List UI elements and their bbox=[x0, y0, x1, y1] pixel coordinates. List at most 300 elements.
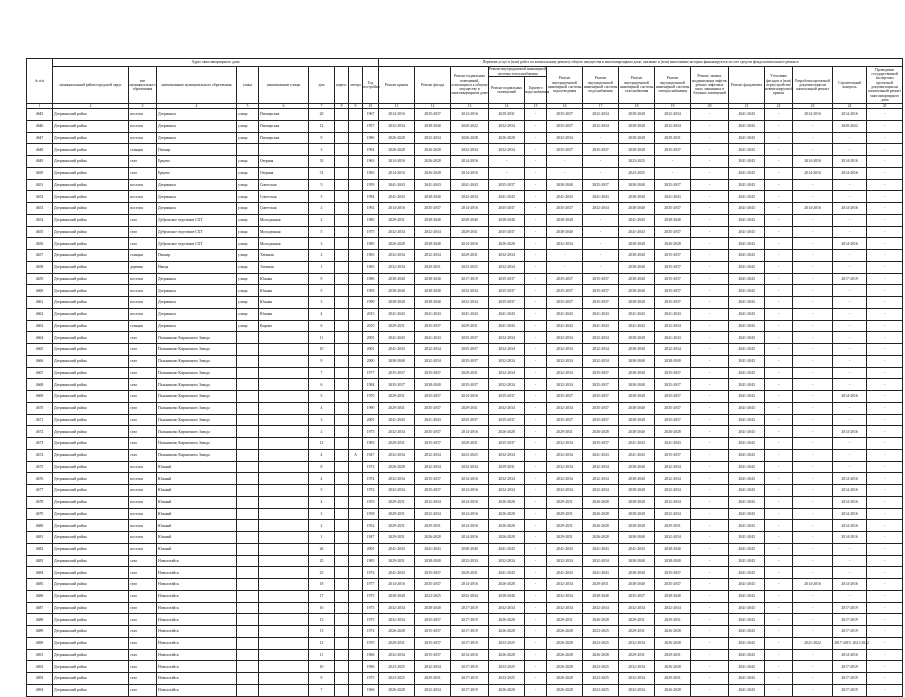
table-cell: - bbox=[793, 226, 833, 238]
table-cell: 2026-2028 bbox=[547, 684, 583, 696]
table-cell: Южный bbox=[157, 520, 237, 532]
table-cell: 2041-2043 bbox=[729, 461, 765, 473]
table-cell: - bbox=[867, 661, 903, 673]
table-cell: 2032-2034 bbox=[489, 355, 525, 367]
table-cell: - bbox=[765, 485, 793, 497]
table-cell bbox=[237, 344, 259, 356]
table-cell: - bbox=[867, 144, 903, 156]
table-cell: - bbox=[691, 555, 729, 567]
table-cell: - bbox=[691, 156, 729, 168]
table-row bbox=[27, 684, 903, 696]
table-cell: 2032-2034 bbox=[451, 590, 489, 602]
table-cell: - bbox=[867, 308, 903, 320]
table-cell: 2041-2043 bbox=[547, 308, 583, 320]
table-cell: село bbox=[129, 602, 157, 614]
table-cell: 2014-2016 bbox=[793, 167, 833, 179]
table-cell: 2014-2016 bbox=[833, 579, 867, 591]
table-cell: - bbox=[583, 238, 619, 250]
table-cell: 15 bbox=[309, 614, 335, 626]
table-cell: Дубровское отделение СХТ bbox=[157, 226, 237, 238]
table-cell: 1966 bbox=[363, 684, 379, 696]
table-cell: 33 bbox=[309, 156, 335, 168]
table-cell: - bbox=[867, 543, 903, 555]
table-cell: - bbox=[525, 226, 547, 238]
table-cell: 9 bbox=[309, 273, 335, 285]
table-cell bbox=[335, 156, 349, 168]
table-cell: 2032-2034 bbox=[415, 344, 451, 356]
table-cell: поселок bbox=[129, 473, 157, 485]
table-cell: - bbox=[547, 250, 583, 262]
table-cell: 2026-2028 bbox=[415, 167, 451, 179]
table-cell bbox=[237, 614, 259, 626]
table-cell: Дзержинский район bbox=[53, 461, 129, 473]
table-cell: Дзержинск bbox=[157, 109, 237, 121]
table-cell: 2041-2043 bbox=[415, 308, 451, 320]
table-cell bbox=[259, 332, 309, 344]
column-number: 10 bbox=[363, 104, 379, 109]
table-cell bbox=[335, 649, 349, 661]
table-cell: - bbox=[691, 414, 729, 426]
table-cell: 2035-2037 bbox=[415, 614, 451, 626]
table-cell: 2032-2034 bbox=[655, 485, 691, 497]
table-cell: 2038-2040 bbox=[619, 250, 655, 262]
table-cell: село bbox=[129, 344, 157, 356]
table-cell: Пальниково Кирпичного Завода bbox=[157, 414, 237, 426]
table-cell: 2035-2037 bbox=[583, 273, 619, 285]
table-cell: Молодежная bbox=[259, 238, 309, 250]
table-cell: 2041-2043 bbox=[379, 567, 415, 579]
table-cell: - bbox=[765, 590, 793, 602]
table-cell: поселок bbox=[129, 203, 157, 215]
table-cell: 2038-2040 bbox=[619, 179, 655, 191]
table-cell: - bbox=[691, 344, 729, 356]
table-cell: 2020-2022 bbox=[451, 120, 489, 132]
table-cell: - bbox=[691, 285, 729, 297]
table-cell: 2041-2043 bbox=[729, 214, 765, 226]
table-cell: - bbox=[765, 543, 793, 555]
table-cell: 1993 bbox=[363, 285, 379, 297]
table-cell: 12 bbox=[309, 637, 335, 649]
table-cell: 2032-2034 bbox=[619, 602, 655, 614]
table-cell: - bbox=[765, 379, 793, 391]
table-cell: 2035-2037 bbox=[489, 285, 525, 297]
table-cell: улица bbox=[237, 273, 259, 285]
column-number: 24 bbox=[833, 104, 867, 109]
table-cell: поселок bbox=[129, 308, 157, 320]
table-cell: 2032-2034 bbox=[415, 355, 451, 367]
table-cell: 2041-2043 bbox=[729, 367, 765, 379]
table-cell: - bbox=[793, 590, 833, 602]
col-district-header: муниципальный район/городской округ bbox=[53, 67, 129, 104]
table-cell bbox=[349, 109, 363, 121]
table-cell: 1952 bbox=[363, 520, 379, 532]
table-cell bbox=[259, 614, 309, 626]
table-cell: - bbox=[691, 473, 729, 485]
table-cell: 2015 bbox=[363, 308, 379, 320]
table-cell: 2032-2034 bbox=[415, 496, 451, 508]
table-cell: - bbox=[833, 285, 867, 297]
table-cell: - bbox=[765, 602, 793, 614]
table-cell: Советская bbox=[259, 191, 309, 203]
table-cell bbox=[259, 473, 309, 485]
table-cell: - bbox=[765, 226, 793, 238]
table-cell: село bbox=[129, 555, 157, 567]
table-cell: Молодежная bbox=[259, 214, 309, 226]
table-cell bbox=[349, 214, 363, 226]
table-cell: - bbox=[867, 109, 903, 121]
column-number: 3 bbox=[129, 104, 157, 109]
table-cell: 2026-2028 bbox=[655, 637, 691, 649]
table-cell: 2026-2028 bbox=[379, 626, 415, 638]
table-cell: 2041-2043 bbox=[729, 414, 765, 426]
table-cell: 2032-2034 bbox=[489, 379, 525, 391]
table-cell: Пионер bbox=[157, 250, 237, 262]
table-cell: 4670 bbox=[27, 402, 53, 414]
table-cell: - bbox=[833, 590, 867, 602]
table-cell: - bbox=[525, 637, 547, 649]
table-cell: 2041-2043 bbox=[655, 191, 691, 203]
table-cell: 9 bbox=[309, 355, 335, 367]
table-cell: 2026-2028 bbox=[547, 661, 583, 673]
table-cell: 4677 bbox=[27, 485, 53, 497]
table-cell bbox=[349, 379, 363, 391]
table-cell: поселок bbox=[129, 179, 157, 191]
table-cell: 1975 bbox=[363, 673, 379, 685]
table-cell: станция bbox=[129, 320, 157, 332]
table-cell: 1 bbox=[309, 261, 335, 273]
table-cell: - bbox=[765, 273, 793, 285]
table-cell bbox=[335, 485, 349, 497]
table-cell: 2032-2034 bbox=[379, 614, 415, 626]
table-cell: 2029-2031 bbox=[451, 402, 489, 414]
table-cell: 8 bbox=[309, 461, 335, 473]
table-cell: 2038-2040 bbox=[619, 473, 655, 485]
table-cell: 2038-2040 bbox=[619, 261, 655, 273]
table-cell: - bbox=[765, 144, 793, 156]
table-cell bbox=[349, 402, 363, 414]
table-cell: 2026-2028 bbox=[489, 508, 525, 520]
table-cell: 4678 bbox=[27, 496, 53, 508]
table-cell: - bbox=[765, 214, 793, 226]
table-cell: 4654 bbox=[27, 214, 53, 226]
table-cell: 2014-2016 bbox=[833, 238, 867, 250]
table-cell: 2014-2016 bbox=[451, 532, 489, 544]
table-cell: 2038-2040 bbox=[655, 590, 691, 602]
table-cell: - bbox=[765, 120, 793, 132]
table-row bbox=[27, 367, 903, 379]
table-cell: 2029-2031 bbox=[379, 320, 415, 332]
table-cell: 2041-2043 bbox=[729, 579, 765, 591]
table-cell: 2017-2019 bbox=[451, 626, 489, 638]
table-cell: 4666 bbox=[27, 355, 53, 367]
column-number: 20 bbox=[691, 104, 729, 109]
table-cell: Дзержинский район bbox=[53, 637, 129, 649]
table-cell: поселок bbox=[129, 297, 157, 309]
table-row bbox=[27, 402, 903, 414]
table-cell: 2017-2019 bbox=[833, 673, 867, 685]
table-cell: 2038-2040 bbox=[379, 273, 415, 285]
table-cell: 4692 bbox=[27, 661, 53, 673]
table-cell: 2038-2040 bbox=[619, 555, 655, 567]
table-cell: 2041-2043 bbox=[583, 449, 619, 461]
table-cell: 2023-2025 bbox=[379, 673, 415, 685]
table-cell: 2038-2040 bbox=[415, 555, 451, 567]
col-lift-header: Ремонт, замена, модернизация лифтов, ремонт лифтовых шахт, машинных и блочных помещений bbox=[691, 67, 729, 104]
column-number: 5 bbox=[237, 104, 259, 109]
table-cell: - bbox=[691, 602, 729, 614]
table-cell bbox=[349, 602, 363, 614]
table-cell: - bbox=[833, 320, 867, 332]
table-cell: Дзержинский район bbox=[53, 297, 129, 309]
table-cell: 2029-2031 bbox=[655, 649, 691, 661]
table-cell: 2035-2037 bbox=[583, 438, 619, 450]
table-cell bbox=[349, 156, 363, 168]
table-cell: 2032-2034 bbox=[547, 379, 583, 391]
table-cell: 2035-2037 bbox=[489, 391, 525, 403]
table-cell: 2032-2034 bbox=[619, 637, 655, 649]
table-cell: 1947 bbox=[363, 532, 379, 544]
table-cell: 2032-2034 bbox=[451, 144, 489, 156]
table-cell: - bbox=[765, 109, 793, 121]
table-cell: 2026-2028 bbox=[489, 684, 525, 696]
table-cell: - bbox=[793, 426, 833, 438]
table-cell bbox=[349, 661, 363, 673]
table-cell: - bbox=[867, 297, 903, 309]
table-row bbox=[27, 144, 903, 156]
table-cell: 4685 bbox=[27, 579, 53, 591]
table-cell: 2038-2040 bbox=[619, 144, 655, 156]
table-row bbox=[27, 473, 903, 485]
table-cell bbox=[335, 355, 349, 367]
table-cell: 2026-2028 bbox=[583, 614, 619, 626]
table-cell: 4674 bbox=[27, 449, 53, 461]
table-cell: - bbox=[793, 308, 833, 320]
table-cell: 2032-2034 bbox=[619, 673, 655, 685]
table-cell: 2038-2040 bbox=[619, 426, 655, 438]
table-cell: - bbox=[867, 120, 903, 132]
table-cell: 2032-2034 bbox=[489, 367, 525, 379]
table-cell: - bbox=[691, 179, 729, 191]
table-cell: Дзержинский район bbox=[53, 567, 129, 579]
table-cell: 2041-2043 bbox=[451, 179, 489, 191]
table-cell: 3 bbox=[309, 414, 335, 426]
table-cell: 2035-2037 bbox=[547, 120, 583, 132]
table-cell: - bbox=[793, 449, 833, 461]
table-cell: 2038-2040 bbox=[451, 543, 489, 555]
table-cell: Дзержинский район bbox=[53, 520, 129, 532]
table-cell: 1975 bbox=[363, 590, 379, 602]
table-cell: - bbox=[793, 297, 833, 309]
table-cell: Пальниково Кирпичного Завода bbox=[157, 379, 237, 391]
table-cell: 2029-2031 bbox=[379, 508, 415, 520]
table-cell: поселок bbox=[129, 496, 157, 508]
table-cell: - bbox=[867, 344, 903, 356]
table-cell: поселок bbox=[129, 532, 157, 544]
table-cell: - bbox=[765, 285, 793, 297]
table-cell bbox=[349, 320, 363, 332]
table-cell: 12 bbox=[309, 438, 335, 450]
col-project-header: Разработка проектной документации на капитальный ремонт bbox=[793, 67, 833, 104]
table-cell bbox=[237, 461, 259, 473]
table-cell: - bbox=[525, 626, 547, 638]
table-cell: Дзержинский район bbox=[53, 555, 129, 567]
table-cell: - bbox=[793, 191, 833, 203]
table-cell: 2038-2040 bbox=[415, 297, 451, 309]
table-cell bbox=[335, 567, 349, 579]
table-cell: - bbox=[525, 520, 547, 532]
table-cell: село bbox=[129, 673, 157, 685]
col-insulation-header: Утепление фасадов и (или) переустройство невентилируемой крыши bbox=[765, 67, 793, 104]
table-cell: 2035-2037 bbox=[415, 579, 451, 591]
table-cell: 2032-2034 bbox=[489, 485, 525, 497]
table-row bbox=[27, 120, 903, 132]
table-cell: 2032-2034 bbox=[379, 649, 415, 661]
table-cell: 2014-2016 bbox=[451, 167, 489, 179]
table-cell bbox=[349, 285, 363, 297]
table-cell: 2017-2019 bbox=[833, 684, 867, 696]
table-row bbox=[27, 261, 903, 273]
table-cell: 2026-2028 bbox=[379, 238, 415, 250]
table-cell bbox=[237, 590, 259, 602]
table-cell: 2023-2025 bbox=[583, 684, 619, 696]
table-cell: 3 bbox=[309, 144, 335, 156]
table-cell: улица bbox=[237, 226, 259, 238]
table-cell: 2038-2040 bbox=[619, 579, 655, 591]
table-cell: Южный bbox=[157, 508, 237, 520]
table-cell: 2017-2019 bbox=[451, 602, 489, 614]
table-cell: Дзержинский район bbox=[53, 238, 129, 250]
table-cell: 2035-2037 bbox=[655, 273, 691, 285]
table-cell: 1980 bbox=[363, 214, 379, 226]
table-cell: - bbox=[525, 355, 547, 367]
table-cell: - bbox=[793, 344, 833, 356]
table-row bbox=[27, 379, 903, 391]
table-row bbox=[27, 391, 903, 403]
table-cell: село bbox=[129, 637, 157, 649]
table-cell: - bbox=[793, 120, 833, 132]
table-cell: село bbox=[129, 226, 157, 238]
table-cell: 2041-2043 bbox=[583, 543, 619, 555]
table-cell: Дзержинск bbox=[157, 273, 237, 285]
table-cell: 2032-2034 bbox=[379, 449, 415, 461]
table-cell bbox=[237, 673, 259, 685]
col-house-header: дом bbox=[309, 67, 335, 104]
table-cell: 2014-2016 bbox=[793, 156, 833, 168]
table-cell: 3 bbox=[309, 238, 335, 250]
table-cell: - bbox=[525, 367, 547, 379]
table-cell: 2032-2034 bbox=[583, 332, 619, 344]
table-cell: 2035-2037 bbox=[583, 297, 619, 309]
table-cell bbox=[349, 614, 363, 626]
table-cell: Дзержинский район bbox=[53, 367, 129, 379]
table-cell: 4 bbox=[309, 496, 335, 508]
table-cell: 2026-2028 bbox=[655, 626, 691, 638]
table-cell: Дзержинский район bbox=[53, 167, 129, 179]
table-cell: - bbox=[867, 132, 903, 144]
table-cell: Советская bbox=[259, 179, 309, 191]
table-cell bbox=[349, 426, 363, 438]
table-cell: Дзержинск bbox=[157, 203, 237, 215]
table-cell: - bbox=[867, 179, 903, 191]
table-cell bbox=[335, 320, 349, 332]
table-cell: 4686 bbox=[27, 590, 53, 602]
table-row bbox=[27, 567, 903, 579]
table-cell: 2023-2025 bbox=[489, 673, 525, 685]
table-cell: - bbox=[867, 391, 903, 403]
table-cell: 2038-2040 bbox=[619, 520, 655, 532]
table-cell: Пионерская bbox=[259, 109, 309, 121]
table-cell: - bbox=[867, 250, 903, 262]
table-cell: 4645 bbox=[27, 109, 53, 121]
table-cell: Дзержинский район bbox=[53, 273, 129, 285]
table-cell: село bbox=[129, 449, 157, 461]
table-cell: - bbox=[765, 579, 793, 591]
table-cell: Дзержинский район bbox=[53, 250, 129, 262]
table-cell bbox=[349, 226, 363, 238]
table-cell: 2029-2031 bbox=[655, 614, 691, 626]
table-cell: Пальниково Кирпичного Завода bbox=[157, 355, 237, 367]
table-cell: село bbox=[129, 579, 157, 591]
table-cell: - bbox=[525, 555, 547, 567]
table-cell: 11 bbox=[309, 649, 335, 661]
table-cell: 2023-2025 bbox=[379, 661, 415, 673]
table-cell: 2014-2016 bbox=[833, 109, 867, 121]
table-cell: 2041-2043 bbox=[729, 402, 765, 414]
table-cell: 2035-2037 bbox=[655, 567, 691, 579]
table-cell: - bbox=[867, 590, 903, 602]
table-cell bbox=[349, 261, 363, 273]
table-cell: - bbox=[765, 626, 793, 638]
table-cell: 2041-2043 bbox=[489, 320, 525, 332]
table-cell: 2026-2028 bbox=[415, 532, 451, 544]
table-cell: - bbox=[867, 156, 903, 168]
table-cell: 2014-2016 bbox=[833, 473, 867, 485]
table-cell: 2032-2034 bbox=[655, 461, 691, 473]
table-cell: - bbox=[547, 156, 583, 168]
table-cell: 2038-2040 bbox=[619, 191, 655, 203]
col-gas-header: Ремонт внутридомовой инженерной системы газоснабжения bbox=[619, 67, 655, 104]
table-cell: 4693 bbox=[27, 673, 53, 685]
table-cell: 2038-2040 bbox=[489, 590, 525, 602]
table-cell: 2014-2016 bbox=[833, 203, 867, 215]
table-cell: 2026-2028 bbox=[547, 673, 583, 685]
table-cell: 2041-2043 bbox=[729, 191, 765, 203]
table-cell: Дзержинский район bbox=[53, 649, 129, 661]
table-cell: 2014-2016 bbox=[833, 649, 867, 661]
table-cell: 2017-2019 bbox=[451, 661, 489, 673]
table-cell: 2035-2037 bbox=[451, 332, 489, 344]
table-cell: 23 bbox=[309, 567, 335, 579]
table-cell: 2035-2037 bbox=[655, 579, 691, 591]
col-docs-header: Проведение государственной экспертизы проектной документации на капитальный ремонт многоквартирного дома bbox=[868, 67, 902, 102]
table-cell: - bbox=[489, 156, 525, 168]
table-cell bbox=[237, 602, 259, 614]
table-cell: 1957 bbox=[363, 120, 379, 132]
table-cell: 2026-2028 bbox=[379, 684, 415, 696]
table-cell: Новоалтайск bbox=[157, 579, 237, 591]
table-cell: 2041-2043 bbox=[729, 167, 765, 179]
table-cell: 2035-2037 bbox=[451, 344, 489, 356]
table-cell: Дзержинский район bbox=[53, 261, 129, 273]
table-cell bbox=[259, 461, 309, 473]
table-cell: 2035-2037 bbox=[489, 438, 525, 450]
col-heat-group-header: Ремонт внутридомовой инженерной системы теплоснабжения bbox=[489, 67, 547, 76]
table-cell: 9 bbox=[309, 673, 335, 685]
table-cell: 2035-2037 bbox=[655, 203, 691, 215]
table-cell: 4661 bbox=[27, 297, 53, 309]
table-cell: - bbox=[691, 496, 729, 508]
table-cell: Дзержинский район bbox=[53, 379, 129, 391]
